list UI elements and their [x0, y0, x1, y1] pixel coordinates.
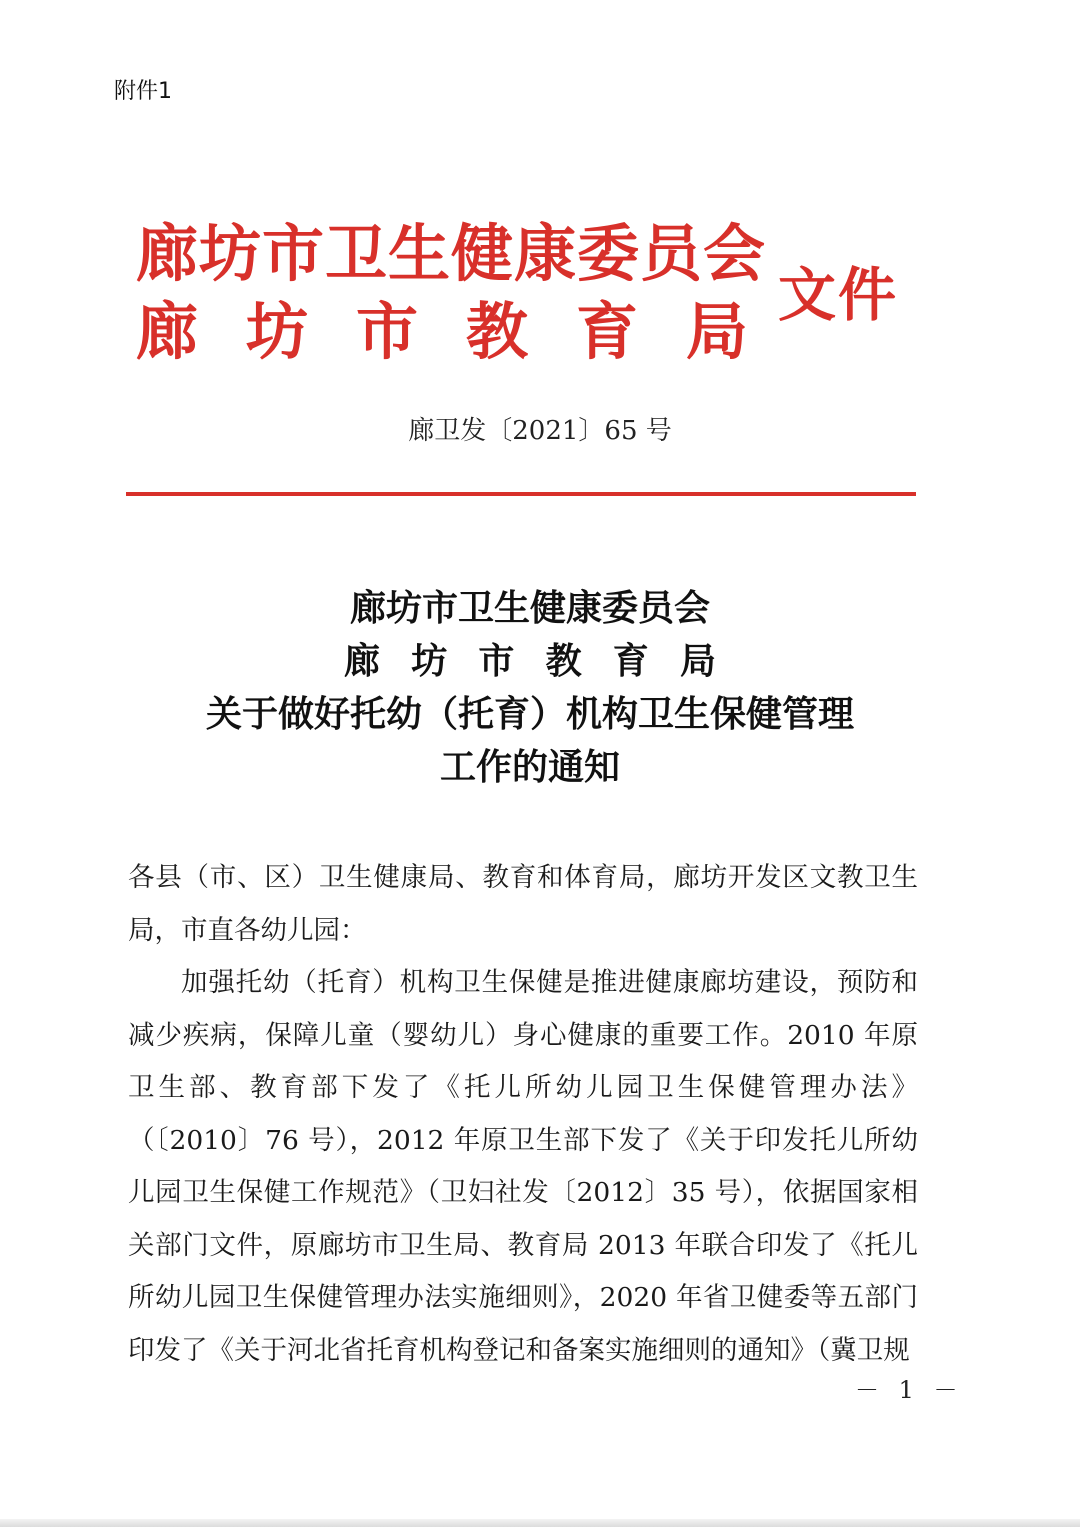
title2-char: 局 [679, 640, 716, 682]
title-line-4: 工作的通知 [439, 746, 620, 788]
notice-body [128, 852, 918, 1377]
org2-char: 廊 [136, 295, 199, 368]
salutation: 各县（市、区）卫生健康局、教育和体育局，廊坊开发区文教卫生局，市直各幼儿园： [128, 862, 918, 946]
document-number: 廊卫发〔2021〕65 号 [408, 416, 672, 446]
title-line-1: 廊坊市卫生健康委员会 [349, 587, 710, 629]
body-paragraph: 加强托幼（托育）机构卫生保健是推进健康廊坊建设，预防和减少疾病，保障儿童（婴幼儿）身心健康的重要工作。2010 年原卫生部、教育部下发了《托儿所幼儿园卫生保健管理办法》（〔2010〕76 号），2012 年原卫生部下发了《关于印发托儿所幼儿园卫生保健工作规范》（卫妇社发〔2012〕35 号），依据国家相关部门文件，原廊坊市卫生局、教育局 2013 年联合印发了《托儿所幼儿园卫生保健管理办法实施细则》，2020 年省卫健委等五部门印发了《关于河北省托育机构登记和备案实施细则的通知》（冀卫规 [128, 967, 918, 1366]
title2-char: 市 [478, 640, 515, 682]
title2-char: 廊 [344, 640, 381, 682]
org2-char: 坊 [245, 295, 308, 368]
org2-char: 局 [685, 295, 748, 368]
org2-char: 育 [575, 295, 638, 368]
scan-edge [0, 1519, 1080, 1527]
org2-char: 教 [465, 295, 528, 368]
notice-title [120, 582, 940, 794]
title-line-2 [120, 635, 940, 688]
title-line-3: 关于做好托幼（托育）机构卫生保健管理 [205, 693, 854, 735]
red-divider [126, 492, 916, 496]
page-number: － 1 － [855, 1376, 964, 1404]
org2-char: 市 [355, 295, 418, 368]
title2-char: 育 [612, 640, 649, 682]
org-education-bureau [136, 293, 748, 371]
org-health-commission: 廊坊市卫生健康委员会 [136, 217, 767, 290]
document-word: 文件 [778, 261, 899, 329]
title2-char: 坊 [411, 640, 448, 682]
attachment-label: 附件1 [114, 79, 172, 104]
issuing-organizations [136, 215, 767, 371]
title2-char: 教 [545, 640, 582, 682]
